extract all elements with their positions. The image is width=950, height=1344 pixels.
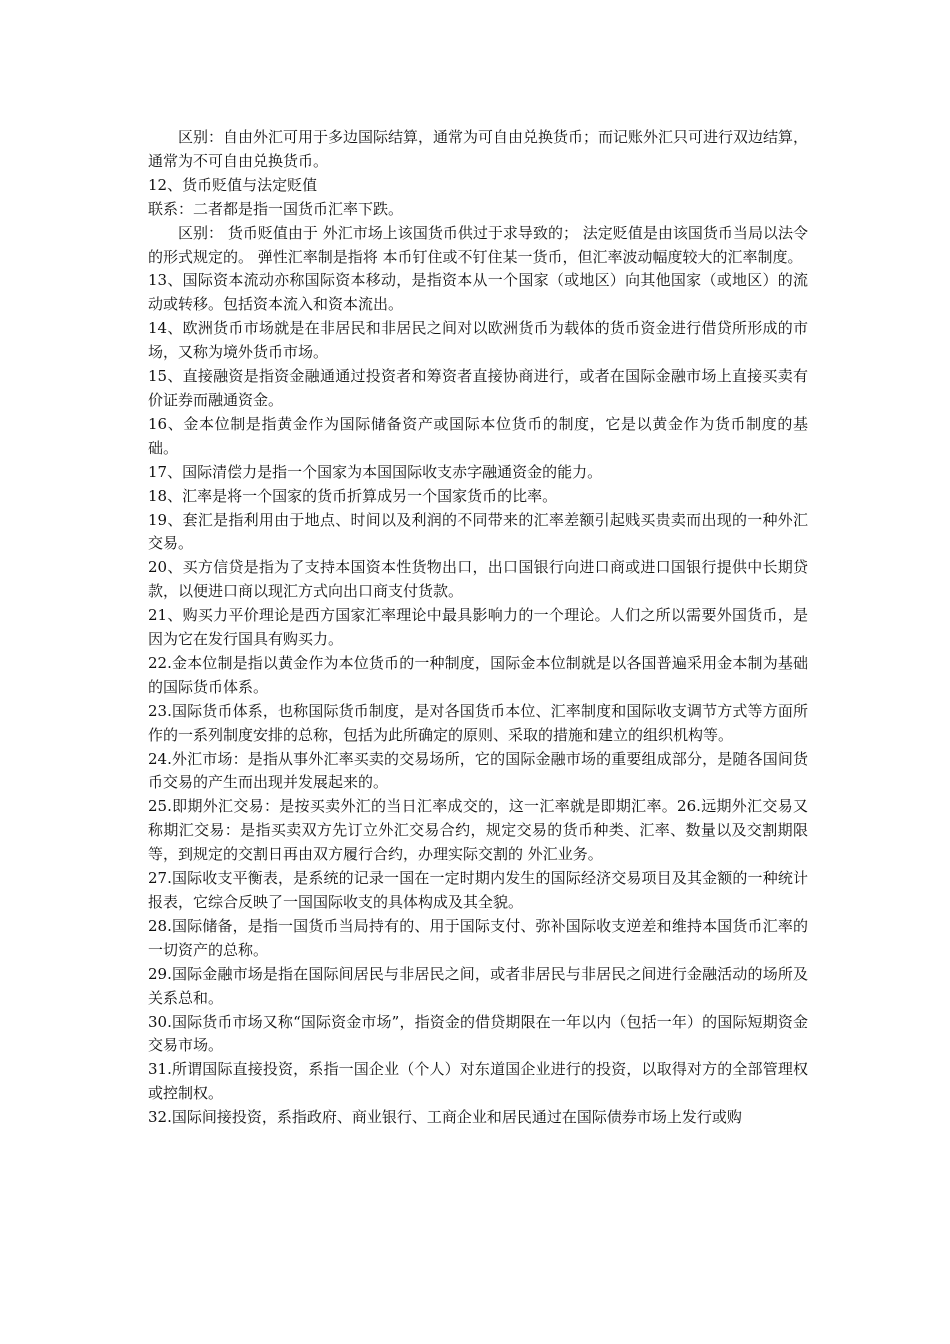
paragraph-item-21: 21、购买力平价理论是西方国家汇率理论中最具影响力的一个理论。人们之所以需要外国货币，是因为它在发行国具有购买力。	[148, 606, 808, 649]
document-page	[148, 126, 808, 1130]
paragraph-item-13: 13、国际资本流动亦称国际资本移动，是指资本从一个国家（或地区）向其他国家（或地区）的流动或转移。包括资本流入和资本流出。	[148, 271, 808, 314]
paragraph-item-25-26: 25.即期外汇交易：是按买卖外汇的当日汇率成交的，这一汇率就是即期汇率。26.远期外汇交易又称期汇交易：是指买卖双方先订立外汇交易合约，规定交易的货币种类、汇率、数量以及交割期限等，到规定的交割日再由双方履行合约，办理实际交割的 外汇业务。	[148, 797, 808, 864]
paragraph-item-18: 18、汇率是将一个国家的货币折算成另一个国家货币的比率。	[148, 486, 558, 505]
paragraph-item-23: 23.国际货币体系，也称国际货币制度，是对各国货币本位、汇率制度和国际收支调节方式等方面所作的一系列制度安排的总称，包括为此所确定的原则、采取的措施和建立的组织机构等。	[148, 701, 808, 744]
paragraph-connection: 联系：二者都是指一国货币汇率下跌。	[148, 199, 404, 218]
paragraph-item-30: 30.国际货币市场又称“国际资金市场”，指资金的借贷期限在一年以内（包括一年）的国际短期资金交易市场。	[148, 1012, 808, 1055]
paragraph-item-31: 31.所谓国际直接投资，系指一国企业（个人）对东道国企业进行的投资，以取得对方的全部管理权或控制权。	[148, 1060, 808, 1103]
paragraph-item-29: 29.国际金融市场是指在国际间居民与非居民之间，或者非居民与非居民之间进行金融活动的场所及关系总和。	[148, 964, 808, 1007]
paragraph-difference-devaluation: 区别： 货币贬值由于 外汇市场上该国货币供过于求导致的； 法定贬值是由该国货币当局以法令的形式规定的。 弹性汇率制是指将 本币钉住或不钉住某一货币，但汇率波动幅度较大的汇率制度。	[148, 223, 808, 266]
paragraph-item-22: 22.金本位制是指以黄金作为本位货币的一种制度，国际金本位制就是以各国普遍采用金本制为基础的国际货币体系。	[148, 653, 808, 696]
paragraph-item-14: 14、欧洲货币市场就是在非居民和非居民之间对以欧洲货币为载体的货币资金进行借贷所形成的市场，又称为境外货币市场。	[148, 319, 808, 362]
paragraph-item-27: 27.国际收支平衡表，是系统的记录一国在一定时期内发生的国际经济交易项目及其金额的一种统计报表，它综合反映了一国国际收支的具体构成及其全貌。	[148, 869, 808, 911]
paragraph-item-24: 24.外汇市场：是指从事外汇率买卖的交易场所，它的国际金融市场的重要组成部分，是随各国间货币交易的产生而出现并发展起来的。	[148, 749, 808, 792]
paragraph-item-12-heading: 12、货币贬值与法定贬值	[148, 175, 318, 194]
paragraph-item-17: 17、国际清偿力是指一个国家为本国国际收支赤字融通资金的能力。	[148, 462, 603, 481]
paragraph-item-19: 19、套汇是指利用由于地点、时间以及利润的不同带来的汇率差额引起贱买贵卖而出现的一种外汇交易。	[148, 510, 808, 553]
paragraph-item-28: 28.国际储备，是指一国货币当局持有的、用于国际支付、弥补国际收支逆差和维持本国货币汇率的一切资产的总称。	[148, 916, 808, 959]
paragraph-item-15: 15、直接融资是指资金融通通过投资者和筹资者直接协商进行，或者在国际金融市场上直接买卖有价证券而融通资金。	[148, 367, 808, 409]
paragraph-item-16: 16、金本位制是指黄金作为国际储备资产或国际本位货币的制度，它是以黄金作为货币制度的基础。	[148, 414, 808, 457]
paragraph-difference-foreign-exchange: 区别：自由外汇可用于多边国际结算，通常为可自由兑换货币；而记账外汇只可进行双边结算，通常为不可自由兑换货币。	[148, 128, 809, 170]
paragraph-item-32: 32.国际间接投资，系指政府、商业银行、工商企业和居民通过在国际债券市场上发行或购	[148, 1108, 742, 1127]
paragraph-item-20: 20、买方信贷是指为了支持本国资本性货物出口，出口国银行向进口商或进口国银行提供中长期贷款，以便进口商以现汇方式向出口商支付货款。	[148, 558, 808, 601]
